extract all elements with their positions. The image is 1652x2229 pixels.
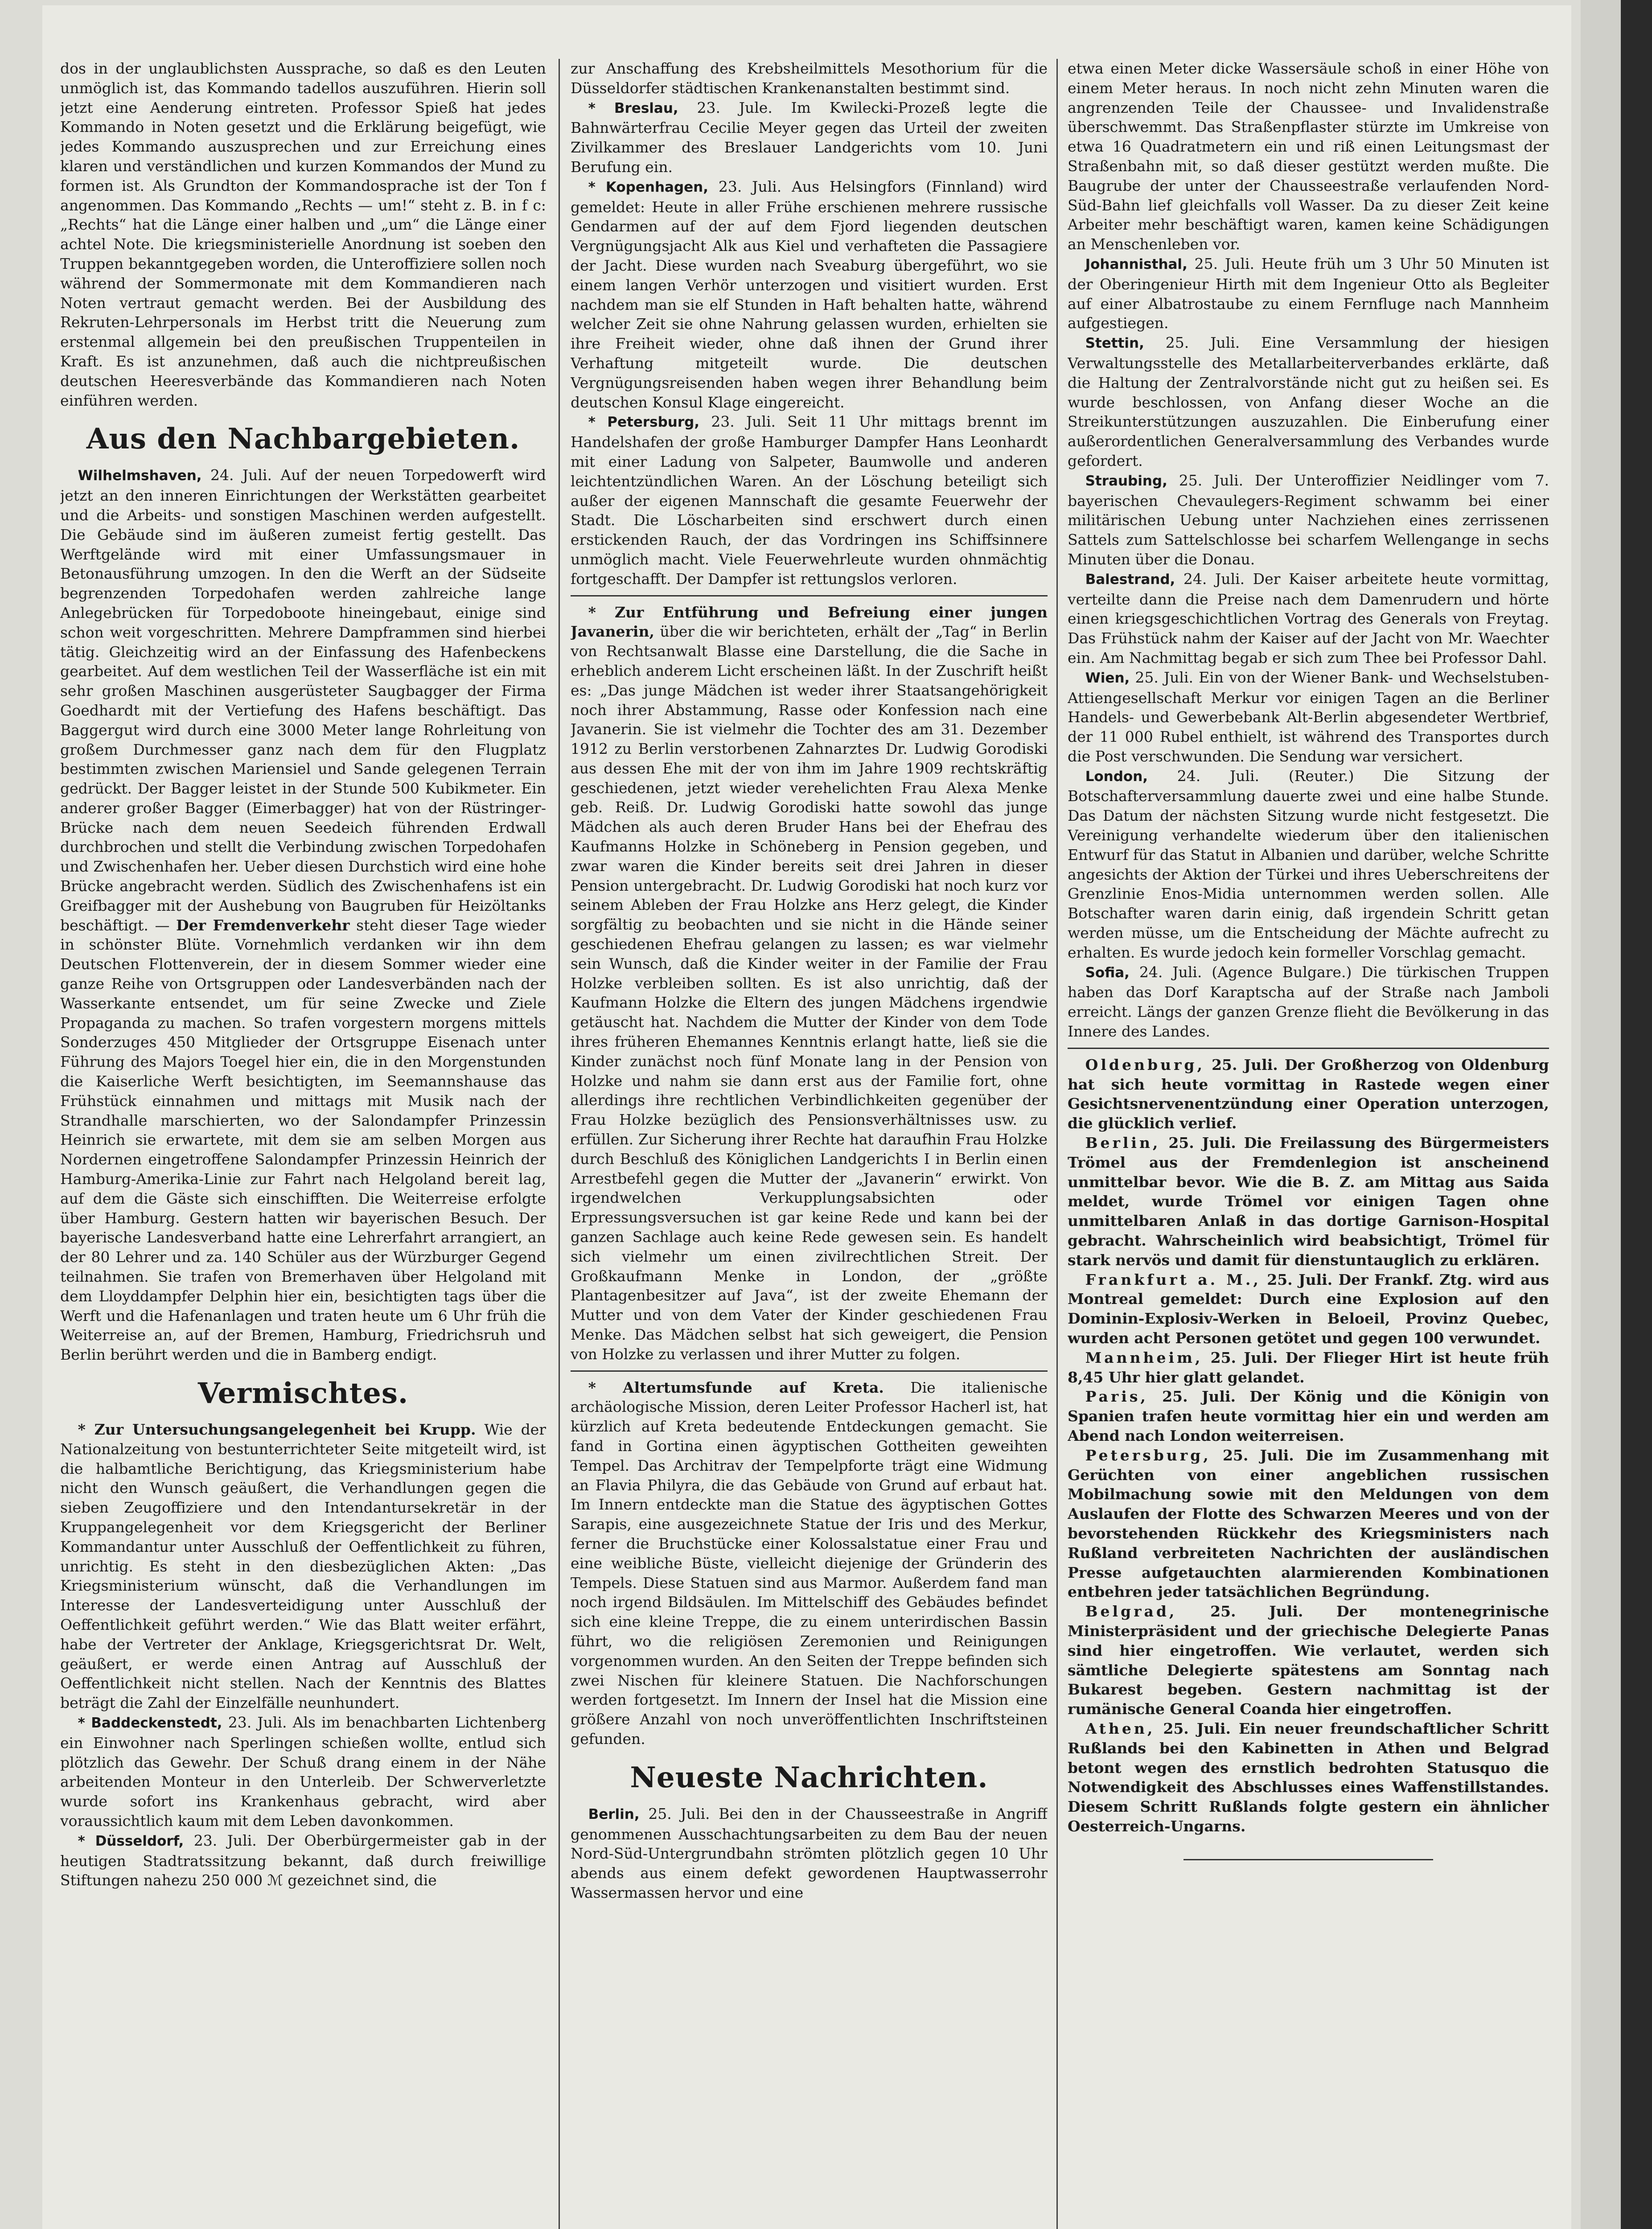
dateline-place: Athen,: [1085, 1719, 1155, 1737]
article-straubing: [1068, 471, 1549, 569]
article-title: * Altertumsfunde auf Kreta.: [588, 1378, 884, 1396]
article-text: 24. Juli. Auf der neuen Torpedowerft wird jetzt an den inneren Einrichtungen der Werkstätten gearbeitet und die Arbeits- und sonstigen Maschinen werden aufgestellt. Die Gebäude sind im äußeren zumeist fertig gestellt. Das Werftgelände wird mit einer Umfassungsmauer in Betonausführung umzogen. In den die Werft an der Südseite begrenzenden Torpedohafen werden zahlreiche lange Anlegebrücken für Torpedoboote hineingebaut, einige sind schon weit vorgeschritten. Mehrere Dampframmen sind hierbei tätig. Gleichzeitig wird an der Einfassung des Hafenbeckens gearbeitet. Auf dem westlichen Teil der Wasserfläche ist ein mit sehr großen Maschinen ausgerüsteter Saugbagger der Firma Goedhardt mit der Vertiefung des Hafens beschäftigt. Das Baggergut wird durch eine 3000 Meter lange Rohrleitung von großem Durchmesser ganz nach dem für den Flugplatz bestimmten zwischen Mariensiel und Sande gelegenen Terrain gedrückt. Der Bagger leistet in der Stunde 500 Kubikmeter. Ein anderer großer Bagger (Eimerbagger) hat von der Rüstringer-Brücke nach dem neuen Seedeich führenden Erdwall durchbrochen und stellt die Verbindung zwischen Torpedohafen und Zwischenhafen her. Ueber diesen Durchstich wird eine hohe Brücke angebracht werden. Südlich des Zwischenhafens ist ein Greifbagger mit der Aushebung von Baugruben für Heizöltanks beschäftigt.: [60, 466, 546, 934]
telegram-frankfurt: [1068, 1270, 1549, 1348]
article-text: 25. Juli. Ein von der Wiener Bank- und Wechselstuben-Attiengesellschaft Merkur vor einigen Tagen an die Berliner Handels- und Gewerbebank Alt-Berlin abgesendeter Wertbrief, der 11 000 Rubel enthielt, ist während des Transportes durch die Post verschwunden. Die Sendung war versichert.: [1068, 668, 1549, 765]
article-text: Die italienische archäologische Mission, deren Leiter Professor Hacherl ist, hat kürzlich auf Kreta bedeutende Entdeckungen gemacht. Sie fand in Gortina einen ägyptischen Gottheiten geweihten Tempel. Das Architrav der Tempelpforte trägt eine Widmung an Flavia Philyra, die das Gebäude von Grund auf erbaut hat. Im Innern entdeckte man die Statue des ägyptischen Gottes Sarapis, eine ausgezeichnete Statue der Iris und des Merkur, ferner die Bruchstücke einer Kolossalstatue einer Frau und eine weibliche Büste, vielleicht diejenige der Gründerin des Tempels. Diese Statuen sind aus Marmor. Außerdem fand man noch irgend Bildsäulen. Im Mittelschiff des Gebäudes befindet sich eine kleine Treppe, die zu einem unterirdischen Bassin führt, wo die religiösen Zeremonien und Reinigungen vorgenommen wurden. An den Seiten der Treppe befinden sich zwei Nischen für kleinere Statuen. Die Nachforschungen werden fortgesetzt. Im Innern der Insel hat die Mission eine größere Anzahl von noch unveröffentlichten Inschriftsteinen gefunden.: [571, 1378, 1048, 1748]
telegram-berlin: [1068, 1133, 1549, 1270]
article-text: 23. Juli. Seit 11 Uhr mittags brennt im Handelshafen der große Hamburger Dampfer Hans Leonhardt mit einer Ladung von Salpeter, Baumwolle und anderen leichtentzündlichen Waren. An der Löschung beteiligt sich außer der eigenen Mannschaft die gesamte Feuerwehr der Stadt. Die Löscharbeiten sind erschwert durch einen erstickenden Rauch, der das Vordringen ins Schiffsinnere unmöglich macht. Viele Feuerwehrleute wurden ohnmächtig fortgeschafft. Der Dampfer ist rettungslos verloren.: [571, 413, 1048, 588]
article-text: 23. Juli. Aus Helsingfors (Finnland) wird gemeldet: Heute in aller Frühe erschienen mehrere russische Gendarmen auf der auf dem Fjord liegenden deutschen Vergnügungsjacht Alk aus Kiel und verhafteten die Passagiere der Jacht. Diese wurden nach Sveaburg übergeführt, wo sie einem langen Verhör unterzogen und visitiert wurden. Erst nachdem man sie elf Stunden in Haft behalten hatte, während welcher Zeit sie ohne Nahrung gelassen wurden, erhielten sie ihre Freiheit wieder, ohne daß ihnen der Grund ihrer Verhaftung mitgeteilt wurde. Die deutschen Vergnügungsreisenden haben wegen ihrer Behandlung beim deutschen Konsul Klage eingereicht.: [571, 177, 1048, 411]
column-rule: [559, 59, 560, 2229]
dateline-place: * Baddeckenstedt,: [78, 1715, 222, 1731]
column-2: [571, 59, 1048, 2229]
column-rule: [1056, 59, 1058, 2229]
section-heading-nachbargebiete: Aus den Nachbargebieten.: [86, 422, 520, 456]
dateline-place: * Petersburg,: [588, 414, 700, 431]
telegram-petersburg: [1068, 1446, 1549, 1602]
article-wien: [1068, 668, 1549, 766]
telegram-athen: [1068, 1719, 1549, 1836]
dateline-place: Sofia,: [1085, 964, 1130, 981]
section-heading-neueste-nachrichten: Neueste Nachrichten.: [630, 1760, 988, 1794]
column-3: [1068, 59, 1549, 2229]
article-sofia: [1068, 962, 1549, 1041]
dateline-place: Berlin,: [588, 1806, 640, 1822]
end-ornament: [1068, 1850, 1549, 1869]
article-wilhelmshaven: Wilhelmshaven, 24. Juli. Auf der neuen Torpedowerft wird jetzt an den inneren Einrichtungen der Werkstätten gearbeitet und die Arbeits- und sonstigen Maschinen werden aufgestellt. Die Gebäude sind im äußeren zumeist fertig gestellt. Das Werftgelände wird mit einer Umfassungsmauer in Betonausführung umzogen. In den die Werft an der Südseite begrenzenden Torpedohafen werden zahlreiche lange Anlegebrücken für Torpedoboote hineingebaut, einige sind schon weit vorgeschritten. Mehrere Dampframmen sind hierbei tätig. Gleichzeitig wird an der Einfassung des Hafenbeckens gearbeitet. Auf dem westlichen Teil der Wasserfläche ist ein mit sehr großen Maschinen ausgerüsteter Saugbagger der Firma Goedhardt mit der Vertiefung des Hafens beschäftigt. Das Baggergut wird durch eine 3000 Meter lange Rohrleitung von großem Durchmesser ganz nach dem für den Flugplatz bestimmten zwischen Mariensiel und Sande gelegenen Terrain gedrückt. Der Bagger leistet in der Stunde 500 Kubikmeter. Ein anderer großer Bagger (Eimerbagger) hat von der Rüstringer-Brücke nach dem neuen Seedeich führenden Erdwall durchbrochen und stellt die Verbindung zwischen Torpedohafen und Zwischenhafen her. Ueber diesen Durchstich wird eine hohe Brücke angebracht werden. Südlich des Zwischenhafens ist ein Greifbagger mit der Aushebung von Baugruben für Heizöltanks beschäftigt. — Der Fremdenverkehr steht dieser Tage wieder in schönster Blüte. Vornehmlich verdanken wir ihn dem Deutschen Flottenverein, der in diesem Sommer wieder eine ganze Reihe von Ortsgruppen oder Landesverbänden nach der Wasserkante entsendet, um für seine Zwecke und Ziele Propaganda zu machen. So trafen vorgestern morgens mittels Sonderzuges 450 Mitglieder der Ortsgruppe Eisenach unter Führung des Majors Toegel hier ein, die in den Morgenstunden die Kaiserliche Werft besichtigten, im Seemannshause das Frühstück einnahmen und mittags mit Musik nach der Strandhalle marschierten, wo der Salondampfer Prinzessin Heinrich sie erwartete, mit dem sie am selben Morgen aus Nordernen eingetroffene Salondampfer Prinzessin Heinrich der Hamburg-Amerika-Linie zur Fahrt nach Helgoland bereit lag, auf dem die Gäste sich einschifften. Die Weiterreise erfolgte über Hamburg. Gestern hatten wir bayerischen Besuch. Der bayerische Landesverband hatte eine Lehrerfahrt arrangiert, an der 80 Lehrer und za. 140 Schüler aus der Würzburger Gegend teilnahmen. Sie trafen von Bremerhaven über Helgoland mit dem Lloyddampfer Delphin hier ein, besichtigten tags über die Werft und die Hafenanlagen und traten heute um 6 Uhr früh die Weiterreise an, auf der Bremen, Hamburg, Friedrichsruh und Berlin berührt werden und die in Bamberg endigt.: [60, 466, 546, 1364]
article-separator: [571, 595, 1048, 596]
dateline-place: Frankfurt a. M.,: [1085, 1271, 1261, 1288]
section-heading-vermischtes: Vermischtes.: [197, 1377, 409, 1410]
article-text: 23. Juli. Als im benachbarten Lichtenberg ein Einwohner nach Sperlingen schießen wollte, entlud sich plötzlich das Gewehr. Der Schuß drang einem in der Nähe arbeitenden Monteur in den Unterleib. Der Schwerverletzte wurde sofort ins Krankenhaus gebracht, wird aber voraussichtlich kaum mit dem Leben davonkommen.: [60, 1713, 546, 1830]
page-edge: [1581, 0, 1621, 2229]
article-text: 25. Juli. Heute früh um 3 Uhr 50 Minuten ist der Oberingenieur Hirth mit dem Ingenieur Otto als Begleiter auf einer Albatrostaube zu einem Fernfluge nach Mannheim aufgestiegen.: [1068, 255, 1549, 332]
article-text: 25. Juli. Eine Versammlung der hiesigen Verwaltungsstelle des Metallarbeiterverbandes erklärte, daß die Haltung der Zentralvorstände nicht gut zu heißen sei. Es wurde beschlossen, von Anfang dieser Woche an die Streikunterstützungen auszuzahlen. Die Einberufung einer außerordentlichen Generalversammlung des Verbandes wurde gefordert.: [1068, 334, 1549, 469]
dateline-place: * Düsseldorf,: [78, 1833, 184, 1849]
telegram-mannheim: [1068, 1348, 1549, 1387]
article-text: 25. Juli. Der Flieger Hirt ist heute früh 8,45 Uhr hier glatt gelandet.: [1068, 1349, 1549, 1386]
article-title: * Zur Untersuchungsangelegenheit bei Krupp.: [78, 1421, 476, 1438]
dateline-place: London,: [1085, 768, 1148, 785]
article-text: 25. Juli. Ein neuer freundschaftlicher Schritt Rußlands bei den Kabinetten in Athen und Belgrad betont wegen des ernstlich bedrohten Statusquo die Notwendigkeit des Abschlusses eines Waffenstillstandes. Diesem Schritt Rußlands folgte gestern ein ähnlicher Oesterreich-Ungarns.: [1068, 1719, 1549, 1835]
article-breslau: [571, 98, 1048, 177]
article-text: 25. Juli. Bei den in der Chausseestraße in Angriff genommenen Ausschachtungsarbeiten zu dem Bau der neuen Nord-Süd-Untergrundbahn strömten plötzlich gegen 10 Uhr abends aus einem defekt gewordenen Hauptwasserrohr Wassermassen hervor und eine: [571, 1805, 1048, 1901]
article-stettin: [1068, 333, 1549, 471]
dateline-place: Straubing,: [1085, 473, 1167, 489]
dateline-place: Berlin,: [1085, 1134, 1161, 1152]
dateline-place: Johannisthal,: [1085, 256, 1188, 272]
article-text: über die wir berichteten, erhält der „Tag“ in Berlin von Rechtsanwalt Blasse eine Darstellung, die die Sache in erheblich anderem Licht erscheinen läßt. In der Zuschrift heißt es: „Das junge Mädchen ist weder ihrer Staatsangehörigkeit noch ihrer Abstammung, Rasse oder Konfession nach eine Javanerin. Sie ist vielmehr die Tochter des am 31. Dezember 1912 zu Berlin verstorbenen Zahnarztes Dr. Ludwig Gorodiski aus dessen Ehe mit der von ihm im Jahre 1909 rechtskräftig geschiedenen, jetzt wieder verehelichten Frau Alexa Menke geb. Reiß. Dr. Ludwig Gorodiski hatte sowohl das junge Mädchen als auch deren Bruder Hans bei der Ehefrau des Kaufmanns Holzke in Schöneberg in Pension gegeben, und zwar waren die Kinder bereits seit drei Jahren in dieser Pension untergebracht. Dr. Ludwig Gorodiski hat noch kurz vor seinem Ableben der Frau Holzke ans Herz gelegt, die Kinder sorgfältig zu beobachten und sie nicht in die Hände seiner geschiedenen Ehefrau gelangen zu lassen; es war vielmehr sein Wunsch, daß die Kinder weiter in der Familie der Frau Holzke verbleiben sollten. Es ist also unrichtig, daß der Kaufmann Holzke die Eltern des jungen Mädchens irgendwie getäuscht hat. Nachdem die Mutter der Kinder von dem Tode ihres früheren Ehemannes Kenntnis erlangt hatte, ließ sie die Kinder zunächst noch fünf Monate lang in der Pension von Holzke und nahm sie dann erst aus der Familie fort, ohne allerdings ihre rechtlichen Verbindlichkeiten gegenüber der Frau Holzke bezüglich des Pensionsverhältnisses usw. zu erfüllen. Zur Sicherung ihrer Rechte hat daraufhin Frau Holzke durch Beschluß des Königlichen Landgerichts I in Berlin einen Arrestbefehl gegen die Mutter der „Javanerin“ erwirkt. Von irgendwelchen Verkupplungsabsichten oder Erpressungsversuchen ist gar keine Rede und kann bei der ganzen Sachlage auch keine Rede gewesen sein. Es handelt sich vielmehr um einen zivilrechtlichen Streit. Der Großkaufmann Menke in London, der „größte Plantagenbesitzer auf Java“, ist der zweite Ehemann der Mutter und von dem Vater der Kinder geschiedenen Frau Menke. Das Mädchen selbst hat sich geweigert, die Pension von Holzke zu verlassen und ihrer Mutter zu folgen.: [571, 623, 1048, 1363]
article-text: 24. Juli. (Agence Bulgare.) Die türkischen Truppen haben das Dorf Karaptscha auf der Straße nach Jamboli erreicht. Längs der ganzen Grenze flieht die Bevölkerung in das Innere des Landes.: [1068, 963, 1549, 1040]
article-balestrand: [1068, 569, 1549, 668]
article-petersburg: [571, 412, 1048, 588]
article-baddeckenstedt: [60, 1713, 546, 1831]
article-text: Wie der Nationalzeitung von bestunterrichteter Seite mitgeteilt wird, ist die halbamtliche Berichtigung, das Kriegsministerium habe nicht den Wunsch geäußert, die Verhandlungen gegen die sieben Zeugoffiziere und den Intendantursekretär in der Kruppangelegenheit vor dem Kriegsgericht der Berliner Kommandantur unter Ausschluß der Oeffentlichkeit zu führen, unrichtig. Es steht in den diesbezüglichen Akten: „Das Kriegsministerium wünscht, daß die Verhandlungen im Interesse der Landesverteidigung unter Ausschluß der Oeffentlichkeit geführt werden.“ Wie das Blatt weiter erfährt, habe der Vertreter der Anklage, Kriegsgerichtsrat Dr. Welt, geäußert, er werde einen Antrag auf Ausschluß der Oeffentlichkeit nicht stellen. Nach der Kenntnis des Blattes beträgt die Zahl der Einzelfälle neunhundert.: [60, 1421, 546, 1712]
dateline-place: Stettin,: [1085, 335, 1144, 352]
article-text: 24. Juli. Der Kaiser arbeitete heute vormittag, verteilte dann die Preise nach dem Damenrudern und hörte einen kriegsgeschichtlichen Vortrag des Generals von Freytag. Das Frühstück nahm der Kaiser auf der Jacht von Mr. Waechter ein. Am Nachmittag begab er sich zum Thee bei Professor Dahl.: [1068, 570, 1549, 666]
dateline-place: * Breslau,: [588, 100, 678, 116]
article-krupp: [60, 1420, 546, 1713]
article-london: [1068, 766, 1549, 962]
article-text: 25. Juli. Der Großherzog von Oldenburg hat sich heute vormittag in Rastede wegen einer Gesichtsnervenentzündung einer Operation unterzogen, die glücklich verlief.: [1068, 1056, 1549, 1132]
telegram-paris: [1068, 1387, 1549, 1445]
dateline-place: Wien,: [1085, 670, 1130, 686]
dateline-place: Paris,: [1085, 1388, 1148, 1406]
article-text: 25. Juli. Der montenegrinische Ministerpräsident und der griechische Delegierte Panas sind hier eingetroffen. Wie verlautet, werden sich sämtliche Delegierte spätestens am Sonntag nach Bukarest begeben. Gestern nachmittag ist der rumänische General Coanda hier eingetroffen.: [1068, 1603, 1549, 1718]
dateline-place: Balestrand,: [1085, 571, 1175, 588]
article-continuation: zur Anschaffung des Krebsheilmittels Mesothorium für die Düsseldorfer städtischen Krankenanstalten bestimmt sind.: [571, 60, 1048, 97]
dateline-place: Mannheim,: [1085, 1349, 1203, 1366]
article-text: 24. Juli. (Reuter.) Die Sitzung der Botschafterversammlung dauerte zwei und eine halbe Stunde. Das Datum der nächsten Sitzung wurde nicht festgesetzt. Die Vereinigung verhandelte wiederum über den italienischen Entwurf für das Statut in Albanien und darüber, welche Schritte angesichts der Aktion der Türkei und ihres Ueberschreitens der Grenzlinie Enos-Midia unternommen werden sollen. Alle Botschafter waren darin einig, daß irgendein Schritt getan werden müsse, um die Entscheidung der Mächte aufrecht zu erhalten. Es wurde jedoch kein formeller Vorschlag gemacht.: [1068, 767, 1549, 961]
article-text: 25. Juli. Der König und die Königin von Spanien trafen heute vormittag hier ein und werden am Abend nach London weiterreisen.: [1068, 1388, 1549, 1444]
article-kreta: [571, 1378, 1048, 1749]
dateline-place: Belgrad,: [1085, 1603, 1177, 1620]
article-text: 25. Juli. Der Frankf. Ztg. wird aus Montreal gemeldet: Durch eine Explosion auf den Dominin-Explosiv-Werken in Beloeil, Provinz Quebec, wurden acht Personen getötet und gegen 100 verwundet.: [1068, 1271, 1549, 1347]
article-continuation: dos in der unglaublichsten Aussprache, so daß es den Leuten unmöglich ist, das Kommando tadellos auszuführen. Hierin soll jetzt eine Aenderung eintreten. Professor Spieß hat jedes Kommando in Noten gesetzt und die Erklärung beigefügt, wie jedes Kommando auszusprechen und zur Erreichung eines klaren und verständlichen und kurzen Kommandos der Mund zu formen ist. Als Grundton der Kommandosprache ist der Ton f angenommen. Das Kommando „Rechts — um!“ steht z. B. in f c: „Rechts“ hat die Länge einer halben und „um“ die Länge einer achtel Note. Die kriegsministerielle Anordnung ist soeben den Truppen bekanntgegeben worden, die Unteroffiziere sollen noch während der Sommermonate mit dem Kommandieren nach Noten vertraut gemacht werden. Bei der Ausbildung des Rekruten-Lehrpersonals im Herbst tritt die Neuerung zum erstenmal allgemein bei den preußischen Truppenteilen in Kraft. Es ist anzunehmen, daß auch die nichtpreußischen deutschen Heeresverbände das Kommandieren nach Noten einführen werden.: [60, 60, 546, 409]
dateline-place: Petersburg,: [1085, 1446, 1211, 1464]
dateline-place: Wilhelmshaven,: [78, 468, 202, 484]
telegram-oldenburg: [1068, 1055, 1549, 1133]
article-javanerin: [571, 603, 1048, 1364]
dateline-place: Oldenburg,: [1085, 1056, 1205, 1073]
article-kopenhagen: [571, 177, 1048, 412]
article-text: 23. Jule. Im Kwilecki-Prozeß legte die Bahnwärterfrau Cecilie Meyer gegen das Urteil der zweiten Zivilkammer des Breslauer Landgerichts vom 10. Juni Berufung ein.: [571, 99, 1048, 176]
article-title: * Zur Entführung und Befreiung einer jungen Javanerin,: [571, 603, 1048, 641]
dateline-place: * Kopenhagen,: [588, 179, 709, 195]
article-berlin: [571, 1804, 1048, 1903]
article-separator: [571, 1370, 1048, 1372]
article-johannisthal: [1068, 254, 1549, 333]
article-text: 23. Juli. Der Oberbürgermeister gab in der heutigen Stadtratssitzung bekannt, daß durch freiwillige Stiftungen nahezu 250 000 ℳ gezeichnet sind, die: [60, 1831, 546, 1889]
article-duesseldorf: [60, 1831, 546, 1890]
article-text: 25. Juli. Die Freilassung des Bürgermeisters Trömel aus der Fremdenlegion ist anscheinend unmittelbar bevor. Wie die B. Z. am Mittag aus Saida meldet, wurde Trömel vor einigen Tagen ohne unmittelbaren Anlaß in das dortige Garnison-Hospital gebracht. Wahrscheinlich wird beabsichtigt, Trömel für stark nervös und damit für dienstuntauglich zu erklären.: [1068, 1134, 1549, 1269]
subhead: Der Fremdenverkehr: [176, 916, 350, 934]
article-text: 25. Juli. Der Unteroffizier Neidlinger vom 7. bayerischen Chevaulegers-Regiment schwamm bei einer militärischen Uebung unter Nachziehen eines zerrissenen Sattels zum Sattelschlosse bei scharfem Wellengange in sechs Minuten über die Donau.: [1068, 471, 1549, 568]
article-separator: [1068, 1048, 1549, 1049]
article-text: steht dieser Tage wieder in schönster Blüte. Vornehmlich verdanken wir ihn dem Deutschen Flottenverein, der in diesem Sommer wieder eine ganze Reihe von Ortsgruppen oder Landesverbänden nach der Wasserkante entsendet, um für seine Zwecke und Ziele Propaganda zu machen. So trafen vorgestern morgens mittels Sonderzuges 450 Mitglieder der Ortsgruppe Eisenach unter Führung des Majors Toegel hier ein, die in den Morgenstunden die Kaiserliche Werft besichtigten, im Seemannshause das Frühstück einnahmen und mittags mit Musik nach der Strandhalle marschierten, wo der Salondampfer Prinzessin Heinrich sie erwartete, mit dem sie am selben Morgen aus Nordernen eingetroffene Salondampfer Prinzessin Heinrich der Hamburg-Amerika-Linie zur Fahrt nach Helgoland bereit lag, auf dem die Gäste sich einschifften. Die Weiterreise erfolgte über Hamburg. Gestern hatten wir bayerischen Besuch. Der bayerische Landesverband hatte eine Lehrerfahrt arrangiert, an der 80 Lehrer und za. 140 Schüler aus der Würzburger Gegend teilnahmen. Sie trafen von Bremerhaven über Helgoland mit dem Lloyddampfer Delphin hier ein, besichtigten tags über die Werft und die Hafenanlagen und traten heute um 6 Uhr früh die Weiterreise an, auf der Bremen, Hamburg, Friedrichsruh und Berlin berührt werden und die in Bamberg endigt.: [60, 916, 546, 1364]
article-text: 25. Juli. Die im Zusammenhang mit Gerüchten von einer angeblichen russischen Mobilmachung sowie mit den Meldungen von dem Auslaufen der Flotte des Schwarzen Meeres und von der bevorstehenden Rückkehr des Kriegsministers nach Rußland verbreiteten Nachrichten der ausländischen Presse aufgetauchten alarmierenden Kombinationen entbehren jeder tatsächlichen Begründung.: [1068, 1446, 1549, 1601]
column-1: [60, 59, 546, 2229]
article-continuation: etwa einen Meter dicke Wassersäule schoß in einer Höhe von einem Meter heraus. In noch nicht zehn Minuten waren die angrenzenden Teile der Chaussee- und Invalidenstraße überschwemmt. Das Straßenpflaster stürzte im Umkreise von etwa 16 Quadratmetern ein und riß einen Leitungsmast der Straßenbahn mit, so daß dieser gestützt werden mußte. Die Baugrube der unter der Chausseestraße verlaufenden Nord-Süd-Bahn lief gleichfalls voll Wasser. Da zu dieser Zeit keine Arbeiter mehr beschäftigt waren, kamen keine Schädigungen an Menschenleben vor.: [1068, 60, 1549, 253]
scan-border: [1621, 0, 1652, 2229]
telegram-belgrad: [1068, 1602, 1549, 1719]
newspaper-page: [42, 5, 1571, 2229]
